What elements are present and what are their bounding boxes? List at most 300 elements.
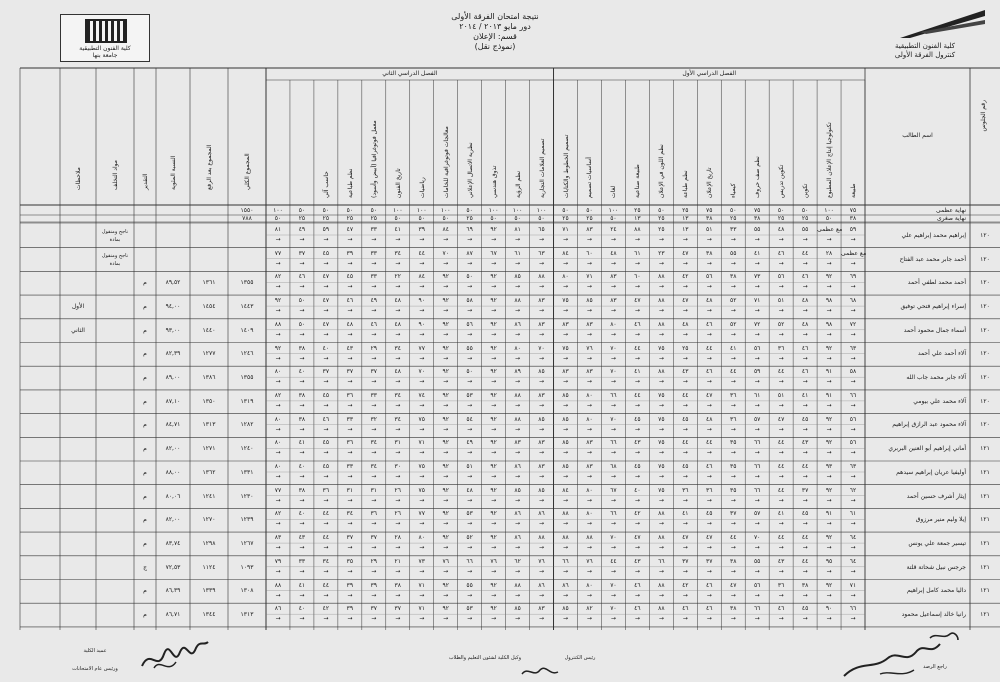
grade-cell: ٧١: [849, 581, 857, 589]
grade-arrow: →: [491, 615, 497, 623]
grade-arrow: →: [610, 615, 616, 623]
max_row-value-2: ٥٠: [801, 207, 809, 214]
grade-arrow: →: [826, 449, 832, 457]
grade-arrow: →: [658, 496, 664, 504]
grade-cell: ٧٠: [610, 415, 617, 423]
grade-cell: ٧٥: [658, 344, 665, 352]
student-name: إيلا وليم منير مرزوق: [915, 516, 966, 524]
grade-arrow: →: [347, 425, 353, 433]
summary-header-grade: التقدير: [142, 173, 149, 190]
grade-cell: ٤٧: [322, 273, 330, 281]
row-grade: م: [143, 539, 147, 547]
grade-arrow: →: [443, 354, 449, 362]
grade-cell: ٧٤: [418, 391, 425, 399]
grade-arrow: →: [371, 544, 377, 552]
grade-cell: ٥٥: [753, 226, 761, 233]
grade-cell: ٣٧: [370, 368, 378, 376]
grade-cell: ٣٤: [394, 415, 401, 423]
grade-arrow: →: [395, 473, 401, 480]
row-percent: ٨٢,٠٠: [165, 445, 181, 453]
grade-cell: ٤٤: [801, 249, 809, 257]
grade-cell: ٣٣: [346, 415, 354, 423]
grade-arrow: →: [539, 567, 545, 575]
grade-cell: ٨٠: [274, 463, 282, 470]
grade-cell: ٨٠: [274, 415, 282, 423]
grade-arrow: →: [539, 544, 545, 552]
grade-arrow: →: [778, 354, 784, 362]
grade-arrow: →: [826, 401, 832, 409]
grade-arrow: →: [515, 520, 521, 528]
grade-arrow: →: [443, 378, 449, 386]
row-grade: م: [143, 611, 147, 619]
grade-arrow: →: [706, 425, 712, 433]
grade-arrow: →: [610, 425, 616, 433]
grade-arrow: →: [323, 330, 329, 338]
grade-arrow: →: [586, 591, 592, 599]
grade-arrow: →: [395, 236, 401, 243]
grade-cell: ٨٠: [274, 368, 282, 376]
grade-arrow: →: [347, 307, 353, 315]
grade-cell: ٤٤: [801, 534, 809, 542]
grade-arrow: →: [802, 520, 808, 528]
grade-arrow: →: [850, 330, 856, 338]
grade-cell: ٧٠: [610, 581, 617, 589]
grade-arrow: →: [754, 496, 760, 504]
grade-arrow: →: [323, 425, 329, 433]
grade-cell: ٤٦: [777, 249, 785, 257]
grade-cell: ٦٦: [466, 557, 473, 565]
grade-cell: ٣٤: [370, 439, 378, 447]
grade-arrow: →: [275, 591, 281, 599]
grade-cell: ٧٥: [418, 463, 425, 470]
grade-cell: ٣٧: [298, 249, 306, 257]
grade-arrow: →: [562, 615, 568, 623]
grade-arrow: →: [323, 473, 329, 480]
grade-cell: ٨٨: [538, 534, 545, 542]
row-total-raised: ١٢٤١: [202, 492, 216, 500]
grade-cell: ٤٨: [801, 297, 809, 305]
grade-arrow: →: [395, 449, 401, 457]
grade-cell: ٧٥: [658, 439, 665, 447]
grade-cell: ٤٦: [634, 581, 641, 589]
grade-cell: ٥٩: [849, 226, 857, 233]
grade-cell: ٤٦: [634, 605, 641, 613]
grade-cell: ٣٨: [729, 557, 737, 565]
grade-arrow: →: [706, 567, 712, 575]
row-total: ١٣١٩: [240, 397, 254, 405]
grade-arrow: →: [850, 520, 856, 528]
grade-cell: ٨٦: [514, 320, 521, 328]
grade-cell: ٤٨: [394, 320, 401, 328]
grade-cell: ٧٧: [274, 486, 282, 494]
grade-cell: ٩٢: [490, 273, 497, 281]
grade-arrow: →: [467, 259, 473, 267]
grade-arrow: →: [730, 354, 736, 362]
grade-cell: ٤٥: [801, 605, 809, 613]
grade-cell: ٨٥: [562, 391, 569, 399]
grade-cell: ٤٠: [322, 344, 330, 352]
grade-arrow: →: [634, 378, 640, 386]
row-percent: ٩٤,٠٠: [165, 302, 181, 310]
grade-arrow: →: [706, 259, 712, 267]
grade-arrow: →: [347, 236, 353, 243]
grade-arrow: →: [491, 567, 497, 575]
grade-arrow: →: [491, 520, 497, 528]
grade-cell: ٨٠: [586, 415, 593, 423]
grade-arrow: →: [323, 496, 329, 504]
grade-cell: ٤٤: [634, 391, 641, 399]
grade-cell: ٣٨: [729, 273, 737, 281]
grade-arrow: →: [826, 307, 832, 315]
row-grade: م: [143, 397, 147, 405]
grade-cell: ٤٤: [777, 439, 785, 447]
min_row-value-21: ٢٥: [346, 215, 354, 222]
min_row-total: ٧٨٨: [242, 215, 252, 222]
grade-cell: ٩٢: [825, 486, 833, 494]
grade-cell: ٤٤: [777, 368, 785, 376]
grade-arrow: →: [467, 401, 473, 409]
grade-arrow: →: [539, 236, 545, 243]
row-grade: م: [143, 421, 147, 429]
row-total: ١٣٠٨: [240, 587, 254, 595]
grade-cell: ٧٥: [658, 391, 665, 399]
grade-arrow: →: [754, 615, 760, 623]
grade-arrow: →: [586, 544, 592, 552]
grade-cell: ٣٧: [370, 605, 378, 613]
max_row-value-18: ١٠٠: [416, 207, 427, 214]
grade-cell: ٨٣: [562, 368, 569, 376]
grade-cell: ٤٨: [466, 486, 473, 494]
grade-arrow: →: [467, 544, 473, 552]
grade-cell: ٣١: [346, 486, 354, 494]
grade-cell: ٣٧: [346, 534, 354, 542]
grade-arrow: →: [802, 425, 808, 433]
grade-cell: ٩٨: [825, 320, 833, 328]
grade-arrow: →: [491, 259, 497, 267]
grade-arrow: →: [610, 330, 616, 338]
grade-arrow: →: [850, 449, 856, 457]
faculty-logo: [60, 14, 150, 62]
grade-cell: ٣٣: [729, 226, 737, 233]
grade-arrow: →: [586, 425, 592, 433]
min_row-value-0: ٣٨: [849, 215, 857, 222]
grade-cell: ٣٩: [346, 581, 354, 589]
grade-arrow: →: [562, 354, 568, 362]
row-percent: ٨٤,٧١: [165, 421, 181, 429]
grade-arrow: →: [826, 378, 832, 386]
grade-arrow: →: [850, 354, 856, 362]
grade-cell: ٨٨: [514, 415, 521, 423]
grade-cell: ٨٣: [610, 297, 617, 305]
row-percent: ٨٣,٧٤: [165, 539, 181, 547]
seat-number-header: رقم الجلوس: [980, 100, 987, 132]
seat-number: ١٢٠: [980, 302, 990, 310]
seat-number: ١٢٠: [980, 326, 990, 334]
grade-cell: ٤٣: [801, 439, 809, 447]
grade-cell: ٥٦: [777, 273, 785, 281]
grade-arrow: →: [539, 496, 545, 504]
grade-cell: ٤٥: [322, 463, 330, 470]
grade-cell: ٤٨: [777, 226, 785, 233]
grade-arrow: →: [562, 520, 568, 528]
grade-arrow: →: [395, 401, 401, 409]
grade-cell: ٨٤: [562, 249, 569, 257]
grade-arrow: →: [347, 401, 353, 409]
grade-arrow: →: [491, 378, 497, 386]
grade-cell: ٤٦: [682, 605, 689, 613]
grade-cell: ٤٦: [706, 368, 713, 376]
grade-cell: ٩٢: [442, 415, 449, 423]
grade-arrow: →: [658, 259, 664, 267]
grade-arrow: →: [610, 591, 616, 599]
grade-arrow: →: [850, 473, 856, 480]
grade-arrow: →: [371, 236, 377, 243]
grade-arrow: →: [658, 425, 664, 433]
grade-arrow: →: [658, 378, 664, 386]
grade-cell: ٧٦: [538, 557, 545, 565]
seat-number: ١٢١: [980, 563, 990, 571]
grade-arrow: →: [562, 378, 568, 386]
grade-cell: ٨٨: [658, 273, 665, 281]
grade-cell: ٥٢: [729, 297, 737, 305]
student-name: إسراء إبراهيم فتحي توفيق: [900, 302, 966, 310]
grade-cell: ٦٧: [490, 249, 497, 257]
grade-arrow: →: [826, 473, 832, 480]
row-percent: ٨٢,٣٩: [165, 350, 181, 358]
grade-cell: ٣٣: [370, 226, 378, 233]
grade-arrow: →: [299, 544, 305, 552]
grade-arrow: →: [754, 401, 760, 409]
grade-cell: ٧٢: [849, 320, 857, 328]
grade-cell: ٤٦: [298, 273, 306, 281]
faculty-label: [885, 42, 965, 60]
subject-header-t2-9: حاسب آلي: [322, 171, 330, 198]
seat-number: ١٢١: [980, 516, 990, 524]
grade-cell: ٩٢: [442, 368, 449, 376]
grade-cell: ٥٢: [729, 320, 737, 328]
grade-arrow: →: [754, 330, 760, 338]
grade-arrow: →: [467, 283, 473, 291]
grade-cell: ٤٩: [298, 226, 306, 233]
grade-arrow: →: [562, 425, 568, 433]
grade-cell: ٣٤: [322, 557, 330, 565]
grade-arrow: →: [275, 496, 281, 504]
grade-cell: ٧١: [753, 297, 761, 305]
grade-arrow: →: [419, 520, 425, 528]
max_row-value-5: ٥٠: [729, 207, 737, 214]
grade-cell: ٤٧: [682, 249, 689, 257]
grade-cell: ٤٦: [634, 320, 641, 328]
grade-arrow: →: [802, 307, 808, 315]
grade-arrow: →: [395, 425, 401, 433]
grade-arrow: →: [371, 425, 377, 433]
grade-arrow: →: [610, 259, 616, 267]
grade-arrow: →: [682, 567, 688, 575]
grade-cell: ٣٨: [706, 249, 713, 257]
grade-cell: ٦١: [514, 249, 521, 257]
grade-arrow: →: [371, 330, 377, 338]
grade-cell: ٥٥: [466, 581, 473, 589]
grade-cell: ٨٦: [514, 510, 521, 518]
grade-arrow: →: [586, 354, 592, 362]
grade-arrow: →: [371, 591, 377, 599]
grade-cell: ٥٧: [753, 415, 761, 423]
row-notes: الثاني: [71, 326, 85, 334]
grade-cell: ٤٩: [466, 439, 473, 447]
grade-cell: ٣١: [370, 486, 378, 494]
max_row-value-8: ٥٠: [658, 207, 665, 214]
grade-arrow: →: [539, 473, 545, 480]
grade-cell: ٨٣: [586, 368, 593, 376]
grade-arrow: →: [562, 330, 568, 338]
grade-cell: ٨٢: [274, 391, 282, 399]
grade-cell: ٣٨: [298, 415, 306, 423]
grade-arrow: →: [826, 236, 832, 243]
grade-cell: ٨٣: [538, 391, 545, 399]
footer-head-of-control: رئيس الكنترول: [564, 655, 596, 661]
grade-arrow: →: [586, 567, 592, 575]
subject-header-t2-3: نظرية الاتصال الإعلاني: [466, 142, 474, 198]
grade-arrow: →: [443, 473, 449, 480]
grade-arrow: →: [682, 520, 688, 528]
grade-arrow: →: [778, 449, 784, 457]
grade-cell: ٤٠: [634, 486, 641, 494]
grade-arrow: →: [299, 401, 305, 409]
grade-cell: ٧٠: [538, 344, 545, 352]
grade-cell: ٩١: [825, 368, 833, 376]
grade-arrow: →: [730, 378, 736, 386]
grade-arrow: →: [467, 330, 473, 338]
seat-number: ١٢٠: [980, 255, 990, 263]
grade-arrow: →: [562, 401, 568, 409]
grade-arrow: →: [299, 496, 305, 504]
subject-header-t2-7: معمل فوتوغرافيا (أبيض وأسود): [370, 120, 378, 198]
grade-arrow: →: [826, 283, 832, 291]
grade-cell: ٧٠: [418, 368, 425, 376]
grade-cell: ٨٨: [658, 297, 665, 305]
max_row-value-21: ٥٠: [346, 207, 354, 214]
grade-cell: ٤١: [682, 510, 689, 518]
grade-cell: ٦٦: [658, 557, 665, 565]
row-percent: ٨٦,٧١: [165, 611, 181, 619]
grade-cell: ٤٤: [706, 344, 713, 352]
grade-cell: ٩٢: [825, 344, 833, 352]
grade-cell: ٤٧: [682, 297, 689, 305]
subject-header-t1-5: كيمياء: [730, 183, 738, 198]
max_row-value-0: ٧٥: [849, 207, 857, 214]
seat-number: ١٢٠: [980, 397, 990, 405]
grade-cell: ٤٠: [298, 510, 306, 518]
grade-arrow: →: [491, 236, 497, 243]
grade-arrow: →: [491, 425, 497, 433]
grade-cell: ٨٨: [562, 534, 569, 542]
grade-cell: ٨٠: [586, 391, 593, 399]
grade-cell: ٧٠: [442, 249, 449, 257]
grade-arrow: →: [634, 307, 640, 315]
grade-cell: ٤٦: [706, 581, 713, 589]
grade-cell: ٣٣: [298, 557, 306, 565]
grade-cell: ٦٢: [849, 486, 857, 494]
grade-arrow: →: [275, 615, 281, 623]
grade-cell: ٤٤: [682, 391, 689, 399]
grade-arrow: →: [299, 259, 305, 267]
subject-header-t2-0: تصميم العلامات التجارية: [538, 138, 546, 198]
grade-cell: ٤٠: [298, 463, 306, 470]
grade-arrow: →: [634, 330, 640, 338]
grade-arrow: →: [467, 615, 473, 623]
grade-arrow: →: [682, 425, 688, 433]
grade-cell: ٤٤: [322, 510, 330, 518]
grade-arrow: →: [610, 496, 616, 504]
grade-cell: ٦٣: [849, 344, 857, 352]
grade-arrow: →: [562, 236, 568, 243]
grade-arrow: →: [586, 401, 592, 409]
grade-cell: ٩٢: [490, 415, 497, 423]
max_row-value-16: ٥٠: [466, 207, 473, 214]
grade-arrow: →: [586, 615, 592, 623]
grade-cell: ٧٥: [418, 486, 425, 494]
grade-cell: ٩٢: [825, 581, 833, 589]
grade-arrow: →: [539, 378, 545, 386]
grade-arrow: →: [443, 259, 449, 267]
grade-arrow: →: [539, 307, 545, 315]
max_row-value-15: ١٠٠: [488, 207, 499, 214]
row-grade: م: [143, 350, 147, 358]
grade-arrow: →: [371, 354, 377, 362]
grade-arrow: →: [443, 544, 449, 552]
grade-cell: ٨٨: [586, 534, 593, 542]
row-percent: ٨٠,٠٦: [165, 492, 181, 500]
grade-arrow: →: [491, 307, 497, 315]
grade-cell: ٤٥: [706, 510, 713, 518]
grade-cell: ٣٣: [346, 463, 354, 470]
grade-arrow: →: [778, 473, 784, 480]
subject-header-t1-9: طبيعة صناعية: [634, 164, 642, 198]
student-name: أوليفيا عريان إبراهيم سيدهم: [896, 468, 966, 476]
grade-arrow: →: [730, 591, 736, 599]
grade-arrow: →: [323, 401, 329, 409]
grade-cell: ٥٩: [753, 368, 761, 376]
summary-header-carried: مواد التخلف: [112, 160, 119, 190]
row-grade: ج: [143, 563, 147, 571]
grade-cell: ٤٤: [729, 534, 737, 542]
row-total-raised: ١٣١٣: [202, 421, 216, 429]
grade-cell: ٩٢: [274, 344, 282, 352]
grade-arrow: →: [586, 378, 592, 386]
grade-cell: ٥٦: [849, 439, 857, 447]
grade-arrow: →: [658, 354, 664, 362]
grade-arrow: →: [634, 283, 640, 291]
grade-cell: ٨٦: [274, 605, 282, 613]
grade-arrow: →: [419, 425, 425, 433]
min_row-label: نهاية صغرى: [936, 215, 966, 222]
seat-number: ١٢١: [980, 492, 990, 500]
grade-arrow: →: [802, 615, 808, 623]
document-header: [420, 12, 570, 52]
grade-cell: ٤٥: [322, 391, 330, 399]
grade-arrow: →: [371, 378, 377, 386]
grade-arrow: →: [730, 425, 736, 433]
grade-cell: ٦٦: [753, 439, 761, 447]
grade-arrow: →: [586, 236, 592, 243]
grade-cell: ٥١: [777, 391, 785, 399]
grade-cell: ٦٦: [849, 605, 857, 613]
grade-cell: ٤٣: [298, 534, 306, 542]
grade-arrow: →: [515, 615, 521, 623]
grade-cell: ٩٢: [825, 415, 833, 423]
max_row-value-7: ٢٥: [682, 207, 689, 214]
grade-arrow: →: [419, 473, 425, 480]
